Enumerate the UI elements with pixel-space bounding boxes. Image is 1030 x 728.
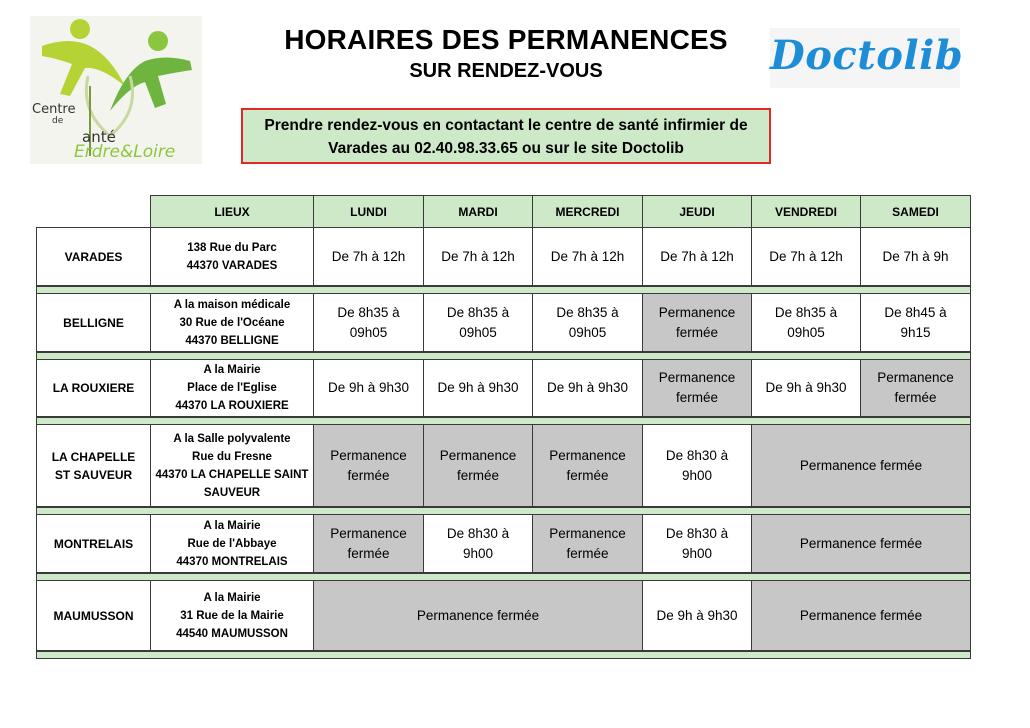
location-name-la-rouxiere (36, 359, 151, 417)
slot-varades-mardi (423, 227, 533, 286)
page-subtitle: SUR RENDEZ-VOUS (409, 60, 603, 82)
address-block (174, 296, 291, 350)
slot-text: De 9h à 9h30 (546, 380, 629, 395)
logo-line-de: de (52, 116, 64, 126)
slot-la-rouxiere-vendredi (751, 359, 861, 417)
slot-text: Permanence fermée (658, 304, 736, 340)
column-header-lundi (313, 195, 424, 228)
slot-text: Permanence fermée (330, 447, 407, 483)
location-name-text: VARADES (64, 249, 123, 264)
column-header-label: LIEUX (214, 204, 250, 219)
slot-maumusson-jeudi (642, 580, 752, 651)
address-line: 44370 VARADES (186, 259, 278, 272)
location-name-varades (36, 227, 151, 286)
address-block (176, 517, 287, 571)
address-line: A la maison médicale (173, 298, 291, 311)
slot-la-chapelle-st-sauveur-mercredi (532, 424, 643, 507)
address-belligne (150, 293, 314, 352)
location-name-montrelais (36, 514, 151, 573)
location-name-maumusson (36, 580, 151, 651)
logo-line-erdre-loire: Erdre&Loire (74, 142, 176, 162)
slot-text: De 9h à 9h30 (656, 607, 738, 623)
slot-text: Permanence fermée (416, 607, 540, 623)
slot-varades-vendredi (751, 227, 861, 286)
address-line: A la Mairie (203, 591, 261, 604)
location-name-text: BELLIGNE (63, 315, 124, 330)
slot-la-chapelle-st-sauveur-mardi (423, 424, 533, 507)
address-block (156, 430, 309, 502)
slot-text: De 7h à 12h (550, 248, 625, 264)
address-line: A la Salle polyvalente (173, 432, 291, 445)
address-line: 138 Rue du Parc (187, 241, 277, 254)
slot-belligne-samedi (860, 293, 971, 352)
slot-belligne-vendredi (751, 293, 861, 352)
slot-maumusson-vendredi (751, 580, 971, 651)
address-block (176, 589, 288, 643)
column-header-samedi (860, 195, 971, 228)
slot-text: Permanence fermée (799, 457, 923, 473)
notice-line-1: Prendre rendez-vous en contactant le centre de santé infirmier de (264, 117, 748, 134)
slot-belligne-lundi (313, 293, 424, 352)
address-la-rouxiere (150, 359, 314, 417)
column-header-label: VENDREDI (774, 204, 837, 219)
address-line: 31 Rue de la Mairie (180, 609, 284, 622)
slot-belligne-jeudi (642, 293, 752, 352)
slot-belligne-mardi (423, 293, 533, 352)
slot-text: De 8h35 à 09h05 (556, 304, 619, 340)
slot-la-chapelle-st-sauveur-vendredi (751, 424, 971, 507)
location-name-la-chapelle-st-sauveur (36, 424, 151, 507)
column-header-vendredi (751, 195, 861, 228)
column-header-label: LUNDI (350, 204, 387, 219)
address-line: A la Mairie (203, 519, 261, 532)
address-line: Rue de l'Abbaye (187, 537, 277, 550)
slot-text: De 8h35 à 09h05 (446, 304, 510, 340)
address-block (175, 361, 288, 415)
slot-text: De 9h à 9h30 (765, 380, 847, 395)
slot-la-chapelle-st-sauveur-lundi (313, 424, 424, 507)
row-separator (36, 651, 971, 659)
column-header-label: MERCREDI (555, 204, 620, 219)
address-line: 44370 LA ROUXIERE (175, 400, 289, 412)
slot-text: De 8h30 à 9h00 (665, 447, 729, 483)
slot-la-rouxiere-mardi (423, 359, 533, 417)
address-line: 44370 LA CHAPELLE SAINT (155, 468, 309, 481)
slot-text: De 7h à 9h (882, 248, 949, 264)
slot-text: Permanence fermée (330, 525, 407, 561)
doctolib-logo-text: Doctolib (770, 32, 964, 79)
column-header-jeudi (642, 195, 752, 228)
slot-text: De 7h à 12h (441, 248, 515, 264)
address-line: Rue du Fresne (192, 450, 272, 463)
slot-text: Permanence fermée (439, 447, 517, 483)
logo-line-sante: anté (82, 128, 116, 146)
slot-text: Permanence fermée (799, 535, 923, 551)
slot-text: De 8h35 à 09h05 (337, 304, 400, 340)
location-name-text: LA ROUXIERE (52, 381, 135, 395)
slot-text: De 8h45 à 9h15 (884, 304, 947, 340)
slot-la-rouxiere-samedi (860, 359, 971, 417)
address-line: A la Mairie (203, 364, 261, 376)
slot-text: Permanence fermée (877, 370, 954, 405)
slot-text: De 8h30 à 9h00 (665, 525, 729, 561)
page-title: HORAIRES DES PERMANENCES (284, 24, 728, 55)
slot-text: De 7h à 12h (769, 248, 843, 264)
column-header-label: MARDI (458, 204, 498, 219)
slot-text: De 8h35 à 09h05 (774, 304, 838, 340)
slot-maumusson-lundi (313, 580, 643, 651)
location-name-belligne (36, 293, 151, 352)
location-name-text: MAUMUSSON (53, 608, 134, 623)
address-line: Place de l'Eglise (187, 382, 277, 394)
slot-varades-lundi (313, 227, 424, 286)
address-line: 44370 BELLIGNE (185, 334, 279, 347)
address-block (187, 239, 278, 275)
slot-la-rouxiere-lundi (313, 359, 424, 417)
address-line: 30 Rue de l'Océane (179, 316, 285, 329)
logo-line-centre: Centre (32, 102, 76, 117)
address-line: 44540 MAUMUSSON (176, 627, 288, 640)
slot-text: Permanence fermée (658, 370, 736, 405)
slot-text: De 9h à 9h30 (327, 380, 410, 395)
slot-la-chapelle-st-sauveur-jeudi (642, 424, 752, 507)
slot-text: De 8h30 à 9h00 (446, 525, 510, 561)
address-montrelais (150, 514, 314, 573)
slot-montrelais-mardi (423, 514, 533, 573)
slot-varades-mercredi (532, 227, 643, 286)
column-header-mardi (423, 195, 533, 228)
address-la-chapelle-st-sauveur (150, 424, 314, 507)
slot-varades-samedi (860, 227, 971, 286)
address-line: SAUVEUR (203, 486, 261, 499)
slot-text: De 9h à 9h30 (437, 380, 519, 395)
slot-text: Permanence fermée (799, 607, 923, 623)
address-line: 44370 MONTRELAIS (176, 555, 288, 568)
column-header-label: SAMEDI (892, 204, 939, 219)
column-header-lieux (150, 195, 314, 228)
slot-montrelais-mercredi (532, 514, 643, 573)
slot-text: Permanence fermée (549, 447, 626, 483)
slot-text: De 7h à 12h (331, 248, 406, 264)
slot-montrelais-lundi (313, 514, 424, 573)
slot-belligne-mercredi (532, 293, 643, 352)
slot-text: De 7h à 12h (660, 248, 734, 264)
slot-montrelais-jeudi (642, 514, 752, 573)
location-name-text: LA CHAPELLE ST SAUVEUR (51, 449, 136, 482)
slot-text: Permanence fermée (549, 525, 626, 561)
slot-la-rouxiere-mercredi (532, 359, 643, 417)
slot-montrelais-vendredi (751, 514, 971, 573)
column-header-mercredi (532, 195, 643, 228)
slot-la-rouxiere-jeudi (642, 359, 752, 417)
address-varades (150, 227, 314, 286)
slot-varades-jeudi (642, 227, 752, 286)
address-maumusson (150, 580, 314, 651)
location-name-text: MONTRELAIS (53, 536, 134, 551)
notice-line-2: Varades au 02.40.98.33.65 ou sur le site Doctolib (328, 140, 684, 157)
column-header-label: JEUDI (679, 204, 715, 219)
